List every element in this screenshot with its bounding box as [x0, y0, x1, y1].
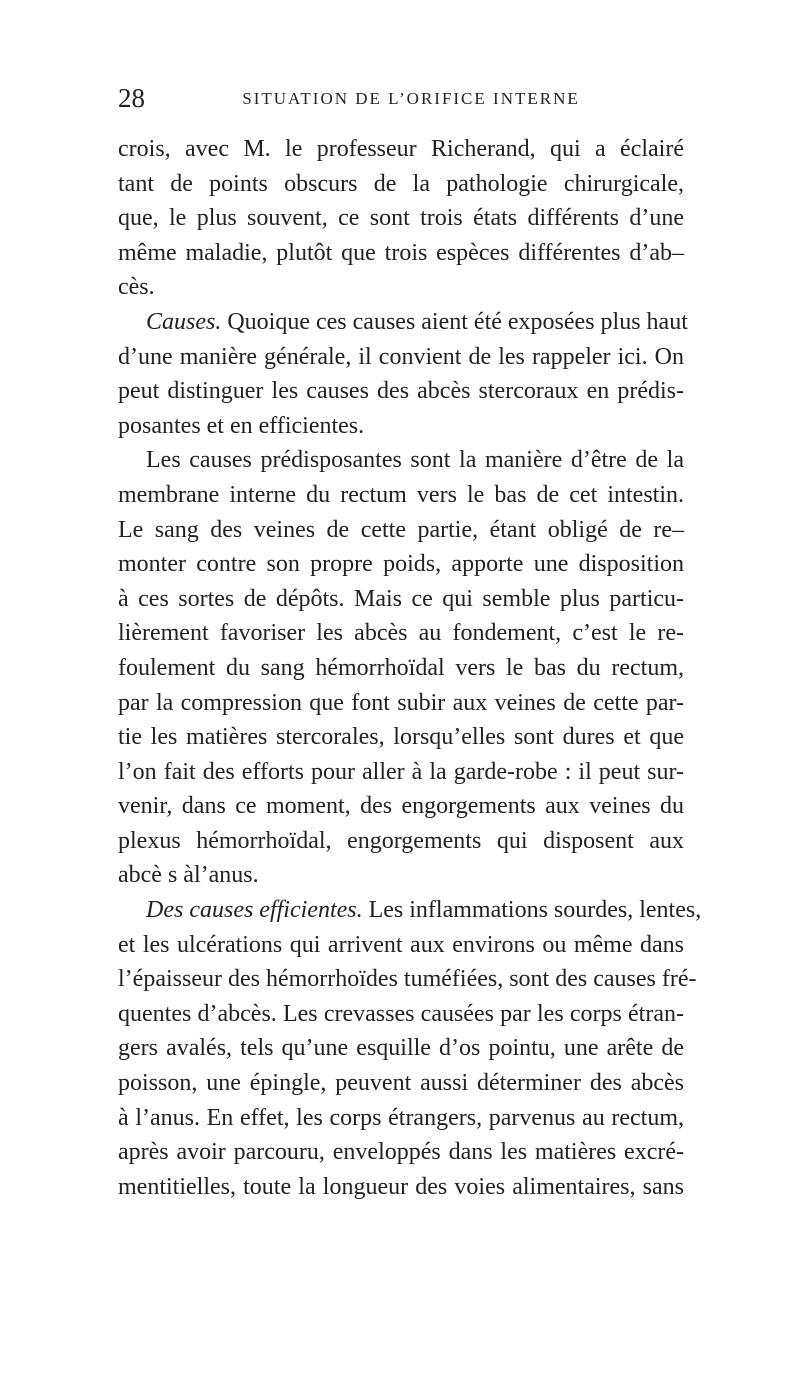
text-line: posantes et en efficientes. — [118, 412, 365, 439]
running-head: SITUATION DE L’ORIFICE INTERNE — [242, 89, 580, 108]
text-line: à ces sortes de dépôts. Mais ce qui semble plus particu- — [118, 585, 684, 612]
text-line: même maladie, plutôt que trois espèces différentes d’ab– — [118, 239, 684, 266]
section-lead: Des causes efficientes. — [146, 897, 363, 924]
text-line: venir, dans ce moment, des engorgements aux veines du — [118, 793, 684, 820]
text-line: monter contre son propre poids, apporte une disposition — [118, 551, 684, 578]
text-line: poisson, une épingle, peuvent aussi déterminer des abcès — [118, 1070, 684, 1097]
text-line: après avoir parcouru, enveloppés dans les matières excré- — [118, 1139, 684, 1166]
text-line: plexus hémorrhoïdal, engorgements qui disposent aux — [118, 827, 684, 854]
text-line: et les ulcérations qui arrivent aux environs ou même dans — [118, 931, 684, 958]
text-line: abcè s àl’anus. — [118, 862, 259, 889]
page-number: 28 — [118, 83, 145, 113]
text-line: l’on fait des efforts pour aller à la garde-robe : il peut sur- — [118, 758, 684, 785]
text-line: Le sang des veines de cette partie, étant obligé de re– — [118, 516, 684, 543]
text-line: tie les matières stercorales, lorsqu’elles sont dures et que — [118, 724, 684, 751]
text-line: Les causes prédisposantes sont la manière d’être de la — [146, 447, 684, 474]
section-lead: Causes. — [146, 308, 222, 335]
text-line: par la compression que font subir aux veines de cette par- — [118, 689, 684, 716]
text-line: foulement du sang hémorrhoïdal vers le bas du rectum, — [118, 654, 684, 681]
text-line: gers avalés, tels qu’une esquille d’os pointu, une arête de — [118, 1035, 684, 1062]
text-line: tant de points obscurs de la pathologie chirurgicale, — [118, 170, 684, 197]
text-line: que, le plus souvent, ce sont trois états différents d’une — [118, 205, 684, 232]
text-line: mentitielles, toute la longueur des voies alimentaires, sans — [118, 1173, 684, 1200]
text-line: membrane interne du rectum vers le bas de cet intestin. — [118, 481, 684, 508]
text-line: quentes d’abcès. Les crevasses causées par les corps étran- — [118, 1000, 684, 1027]
text-line: Des causes efficientes. Les inflammations sourdes, lentes, — [146, 897, 702, 924]
text-line: l’épaisseur des hémorrhoïdes tuméfiées, sont des causes fré- — [118, 966, 697, 993]
text-line: d’une manière générale, il convient de les rappeler ici. On — [118, 343, 684, 370]
text-line: à l’anus. En effet, les corps étrangers, parvenus au rectum, — [118, 1104, 684, 1131]
text-line: crois, avec M. le professeur Richerand, qui a éclairé — [118, 136, 684, 162]
text-line: cès. — [118, 274, 155, 301]
text-line: lièrement favoriser les abcès au fondement, c’est le re- — [118, 620, 684, 647]
body-text — [118, 132, 702, 1204]
page-header — [118, 78, 684, 118]
text-line: Causes. Quoique ces causes aient été exposées plus haut — [146, 308, 688, 335]
text-line: peut distinguer les causes des abcès stercoraux en prédis- — [118, 378, 684, 405]
